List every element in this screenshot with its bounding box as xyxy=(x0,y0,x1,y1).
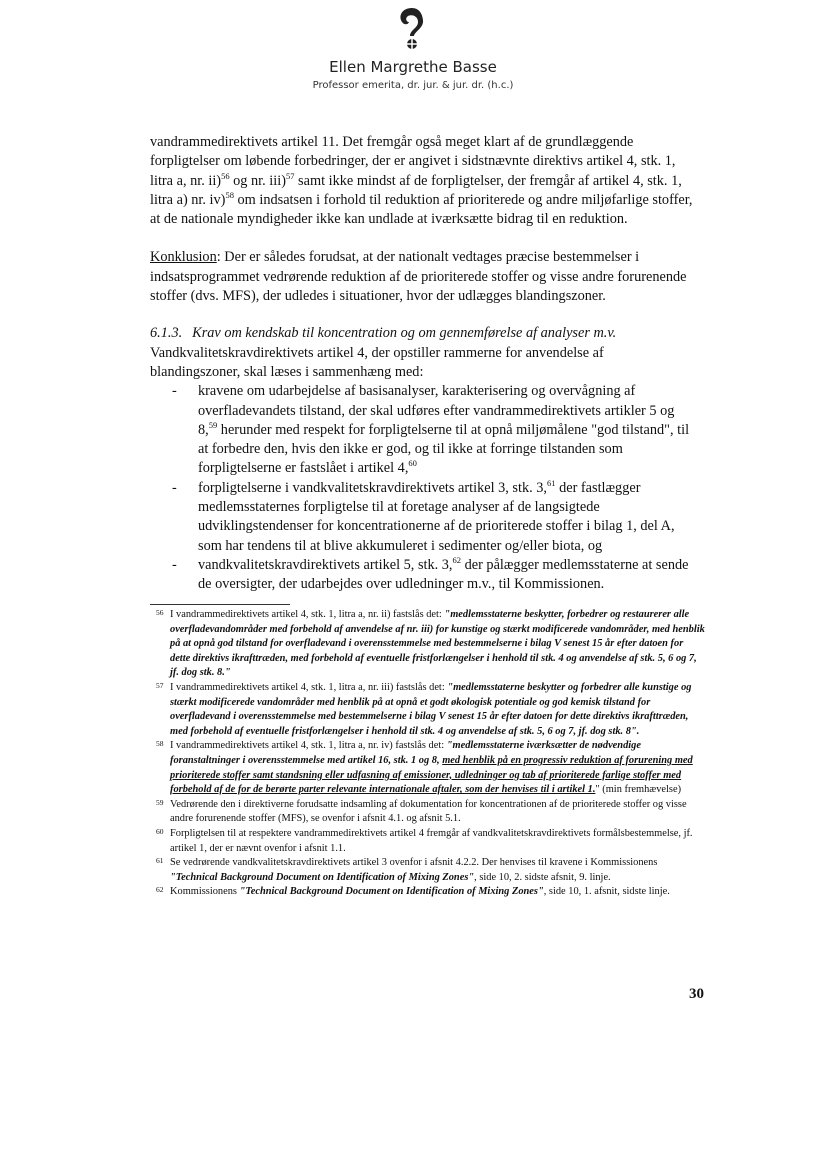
section-title: Krav om kendskab til koncentration og om gennemførelse af analyser m.v. xyxy=(192,325,617,342)
requirements-list xyxy=(150,382,695,594)
footnote-divider xyxy=(150,604,290,605)
footnote-56: 56 I vandrammedirektivets artikel 4, stk. 1, litra a, nr. ii) fastslås det: "medlemsstaterne beskytter, forbedrer og restaurerer alle overfladevandområder med forbehold af anvendelse af nr. iii) for kunstige og stærkt modificerede vandområder, med henblik på at opnå god tilstand for overfladevand i overensstemmelse med bestemmelserne i bilag V senest 15 år efter datoen for dette direktivs ikrafttræden, med forbehold af eventuelle fristforlængelser i henhold til stk. 4 og anvendelse af stk. 5, 6 og 7, jf. dog stk. 8." xyxy=(156,608,705,679)
footnote-ref: 56 xyxy=(221,170,230,181)
footnotes xyxy=(150,608,705,900)
list-item: - kravene om udarbejdelse af basisanalyser, karakterisering og overvågning af overfladevandets tilstand, der skal udføres efter vandrammedirektivets artikler 5 og 8,59 herunder med respekt for forpligtelserne til at opnå miljømålene "god tilstand", til at forbedre den, hvis den ikke er god, og til ikke at forringe tilstanden som forpligtelserne er fastslået i artikel 4,60 xyxy=(172,382,695,478)
footnote-61: 61 Se vedrørende vandkvalitetskravdirektivets artikel 3 ovenfor i afsnit 4.2.2. Der henvises til kravene i Kommissionens "Technical Background Document on Identification of Mixing Zones", side 10, 2. sidste afsnit, 9. linje. xyxy=(156,856,658,883)
list-item: - vandkvalitetskravdirektivets artikel 5, stk. 3,62 der pålægger medlemsstaterne at sende de oversigter, der udarbejdes over udledninger m.v., til Kommissionen. xyxy=(172,556,695,595)
conclusion-paragraph: Konklusion: Der er således forudsat, at der nationalt vedtages præcise bestemmelser i indsatsprogrammet vedrørende reduktion af de prioriterede stoffer og visse andre forurenende stoffer (dvs. MFS), der udledes i situationer, hvor der udlægges blandingszoner. xyxy=(150,249,687,305)
list-item: - forpligtelserne i vandkvalitetskravdirektivets artikel 3, stk. 3,61 der fastlægger medlemsstaternes forpligtelse til at foretage analyser af de langsigtede udviklingstendenser for koncentrationerne af de prioriterede stoffer i bilag 1, del A, som har tendens til at blive akkumuleret i sedimenter og/eller biota, og xyxy=(172,479,695,556)
footnote-62: 62 Kommissionens "Technical Background Document on Identification of Mixing Zones", side 10, 1. afsnit, sidste linje. xyxy=(156,885,670,898)
footnote-ref: 57 xyxy=(285,170,295,181)
footnote-58: 58 I vandrammedirektivets artikel 4, stk. 1, litra a, nr. iv) fastslås det: "medlemsstaterne iværksætter de nødvendige foranstaltninger i overensstemmelse med artikel 16, stk. 1 og 8, med henblik på en progressiv reduktion af forurening med prioriterede stoffer samt standsning eller udfasning af emissioner, udledninger og tab af prioriterede farlige stoffer med forbehold af de for de berørte parter relevante internationale aftaler, som der henvises til i artikel 1." (min fremhævelse) xyxy=(156,739,693,796)
section-intro: Vandkvalitetskravdirektivets artikel 4, der opstiller rammerne for anvendelse af blandingszoner, skal læses i sammenhæng med: xyxy=(150,344,604,380)
section-heading xyxy=(150,324,695,343)
conclusion-label: Konklusion xyxy=(150,249,217,266)
section-number: 6.1.3. xyxy=(150,325,183,342)
footnote-60: 60 Forpligtelsen til at respektere vandrammedirektivets artikel 4 fremgår af vandkvalitetskravdirektivets formålsbestemmelse, jf. artikel 1, der er nævnt ovenfor i afsnit 1.1. xyxy=(156,826,693,854)
paragraph-1: vandrammedirektivets artikel 11. Det fremgår også meget klart af de grundlæggende forpligtelser om løbende forbedringer, der er angivet i sidstnævnte direktivs artikel 4, stk. 1, litra a, nr. ii)$^{56}$ og nr. iii)$^{57}$ samt ikke mindst af de forpligtelser, der fremgår af artikel 4, stk. 1, litra a) nr. iv)$^{58}$ om indsatsen i forhold til reduktion af prioriterede og andre miljøfarlige stoffer, at de nationale myndigheder ikke kan undlade at iværksætte bidrag til en reduktion. xyxy=(150,134,693,228)
footnote-57: 57 I vandrammedirektivets artikel 4, stk. 1, litra a, nr. iii) fastslås det: "medlemsstaterne beskytter og forbedrer alle kunstige og stærkt modificerede vandområder med henblik på at opnå et godt økologisk potentiale og god kemisk tilstand for overfladevand i overensstemmelse med bestemmelserne i bilag V senest 15 år efter datoen for dette direktivs ikrafttræden, med forbehold af eventuelle fristforlængelser i henhold til stk. 4 og anvendelse af stk. 5, 6 og 7, jf. dog stk. 8". xyxy=(156,680,692,737)
logo-icon xyxy=(394,6,430,54)
footnote-59: 59 Vedrørende den i direktiverne forudsatte indsamling af dokumentation for koncentrationen af de prioriterede stoffer og visse andre forurenende stoffer (MFS), se ovenfor i afsnit 4.1. og afsnit 5.1. xyxy=(156,797,687,825)
body-text xyxy=(150,133,695,595)
author-title: Professor emerita, dr. jur. & jur. dr. (h.c.) xyxy=(312,80,514,91)
page-number: 30 xyxy=(689,986,704,1002)
author-name: Ellen Margrethe Basse xyxy=(329,58,497,76)
footnote-ref: 58 xyxy=(225,189,234,200)
